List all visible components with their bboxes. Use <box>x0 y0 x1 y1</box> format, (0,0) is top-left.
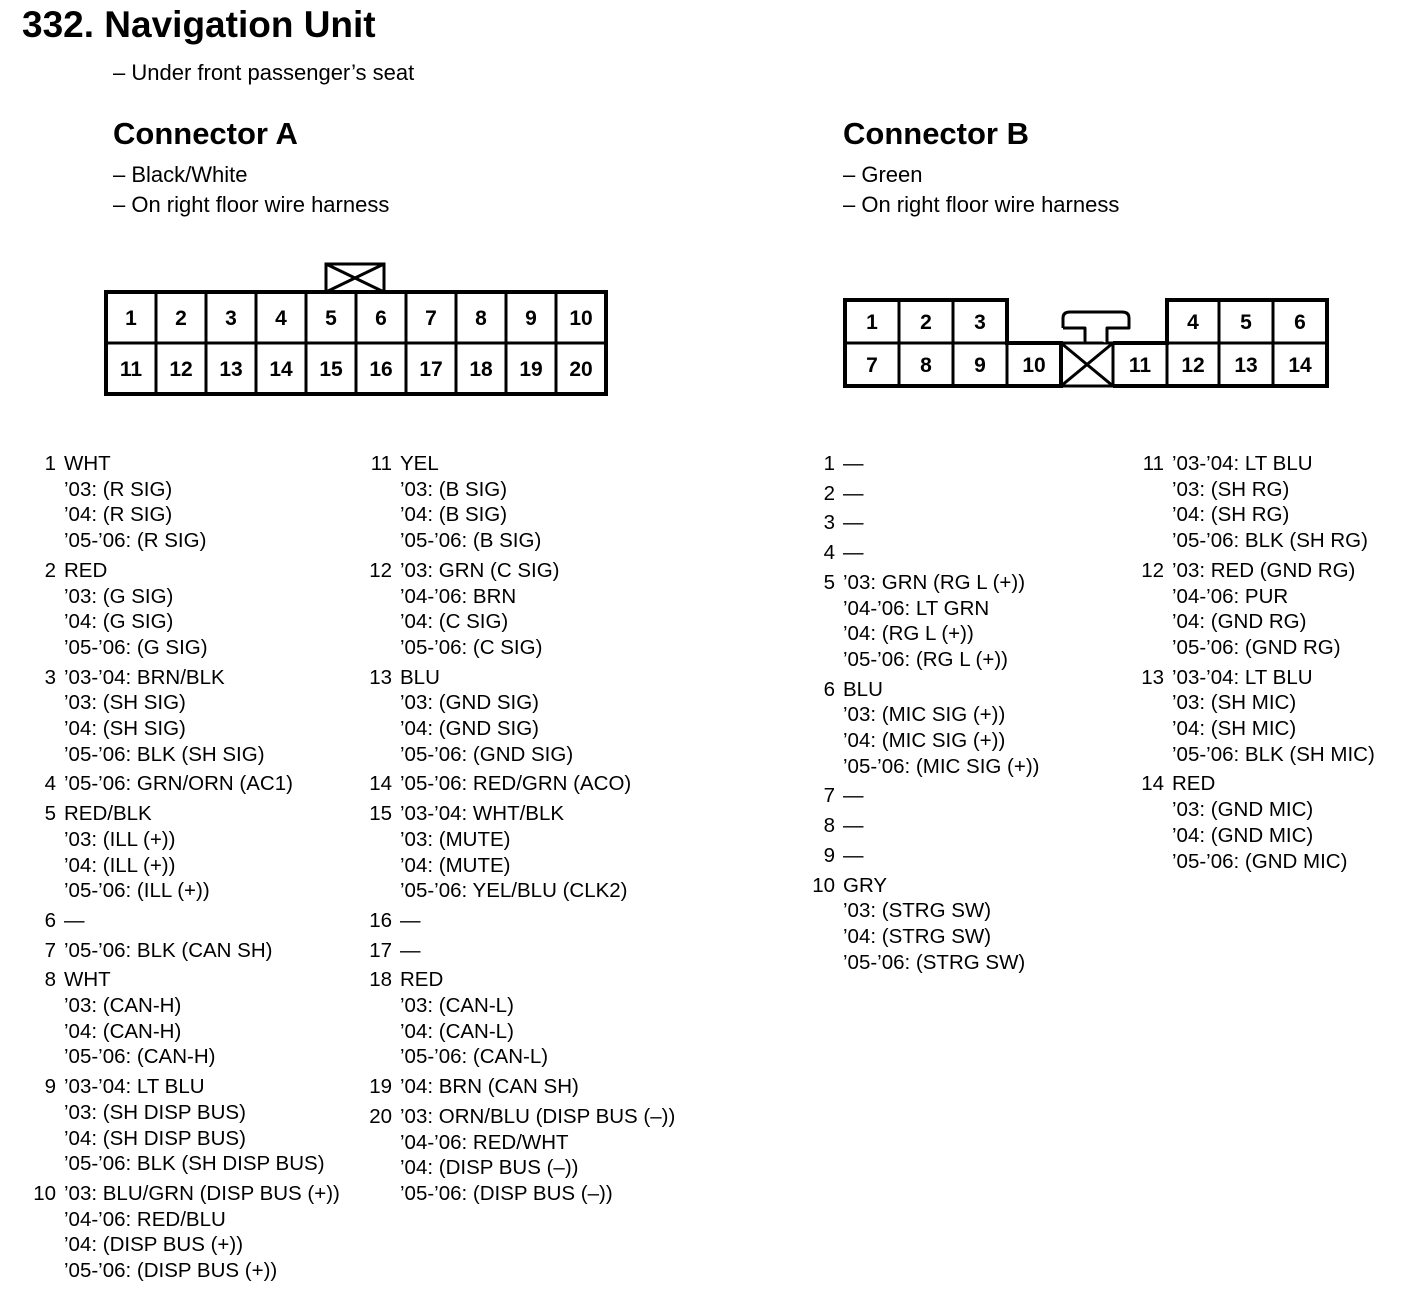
connector-b-pin-5-entry <box>823 570 1040 673</box>
pin-signal: ’05-’06: (B SIG) <box>400 529 542 553</box>
pin-signal: ’05-’06: (ILL (+)) <box>64 879 210 903</box>
connector-b-pin-6-entry <box>823 677 1040 780</box>
connector-a-pin-18-entry <box>369 967 675 1070</box>
pin-number: 9 <box>44 1075 56 1099</box>
connector-a-pin-2-entry <box>44 558 340 661</box>
pin-wire-color: — <box>64 908 85 932</box>
connector-b-pinout-col-2 <box>1141 451 1375 878</box>
pin-number: 10 <box>812 873 835 897</box>
svg-text:13: 13 <box>1234 354 1258 377</box>
pin-signal: ’04: (MIC SIG (+)) <box>843 729 1006 753</box>
pin-number: 12 <box>1141 558 1164 582</box>
connector-a-pin-8 <box>456 292 506 343</box>
connector-a-pin-1 <box>106 292 156 343</box>
pin-wire-color: — <box>843 511 864 535</box>
svg-text:18: 18 <box>469 358 493 381</box>
svg-text:14: 14 <box>269 358 293 381</box>
svg-text:19: 19 <box>519 358 543 381</box>
svg-text:8: 8 <box>920 354 932 377</box>
pin-signal: ’03: (SH DISP BUS) <box>64 1100 246 1124</box>
pin-signal: ’04: (B SIG) <box>400 503 508 527</box>
pin-wire-color: ’03-’04: BRN/BLK <box>64 665 225 689</box>
pin-wire-color: BLU <box>400 665 440 689</box>
connector-a-pin-20 <box>556 343 606 394</box>
connector-b-pin-1-entry <box>823 451 1040 477</box>
connector-a-pin-17 <box>406 343 456 394</box>
connector-a-pin-6 <box>356 292 406 343</box>
pin-number: 14 <box>369 772 392 796</box>
connector-a-pin-12 <box>156 343 206 394</box>
connector-a-pin-3 <box>206 292 256 343</box>
pin-wire-color: ’04: BRN (CAN SH) <box>400 1075 579 1099</box>
connector-a-lock-tab <box>326 264 384 292</box>
connector-b-pin-2-entry <box>823 481 1040 507</box>
pin-number: 6 <box>44 908 56 932</box>
svg-text:5: 5 <box>1240 311 1252 334</box>
pin-wire-color: ’05-’06: BLK (CAN SH) <box>64 938 273 962</box>
pin-number: 19 <box>369 1075 392 1099</box>
pin-signal: ’05-’06: (GND SIG) <box>400 742 574 766</box>
connector-b-pin-3 <box>953 300 1007 343</box>
svg-text:9: 9 <box>525 307 537 330</box>
pin-number: 12 <box>369 558 392 582</box>
pin-wire-color: RED <box>1172 772 1216 796</box>
connector-b-pin-10-entry <box>812 873 1040 976</box>
pin-signal: ’04: (DISP BUS (+)) <box>64 1233 244 1257</box>
svg-text:9: 9 <box>974 354 986 377</box>
pin-signal: ’04: (STRG SW) <box>843 924 992 948</box>
connector-b-pinout-col-1 <box>812 451 1040 979</box>
pin-number: 5 <box>823 570 835 594</box>
svg-text:10: 10 <box>1022 354 1046 377</box>
pin-wire-color: RED <box>400 968 444 992</box>
svg-text:1: 1 <box>866 311 878 334</box>
pin-signal: ’04: (SH DISP BUS) <box>64 1126 246 1150</box>
pin-wire-color: ’03-’04: LT BLU <box>1172 665 1313 689</box>
connector-a-pin-11 <box>106 343 156 394</box>
connector-a-pin-6-entry <box>44 908 340 934</box>
connector-a-pin-5 <box>306 292 356 343</box>
pin-signal: ’04: (GND MIC) <box>1172 823 1314 847</box>
pin-signal: ’04: (G SIG) <box>64 610 174 634</box>
pin-number: 3 <box>823 511 835 535</box>
connector-a-pinout-col-2 <box>369 451 676 1211</box>
connector-a-pin-10 <box>556 292 606 343</box>
pin-wire-color: WHT <box>64 452 111 475</box>
page-title: 332. Navigation Unit <box>22 4 376 45</box>
connector-b-pin-13-entry <box>1141 665 1375 768</box>
pin-signal: ’05-’06: BLK (SH RG) <box>1172 529 1368 553</box>
pin-number: 17 <box>369 938 392 962</box>
pin-signal: ’03: (MUTE) <box>400 827 511 851</box>
connector-b-latch <box>1063 312 1129 343</box>
connector-a-pin-14 <box>256 343 306 394</box>
pin-wire-color: — <box>843 541 864 565</box>
connector-b-lock-cell <box>1061 343 1113 386</box>
pin-signal: ’03: (STRG SW) <box>843 899 992 923</box>
connector-a-pin-20-entry <box>369 1104 676 1207</box>
pin-number: 1 <box>823 452 835 475</box>
pin-wire-color: — <box>843 843 864 867</box>
connector-a-pin-12-entry <box>369 558 675 661</box>
pin-signal: ’03: (CAN-H) <box>64 994 182 1018</box>
pin-wire-color: BLU <box>843 677 883 701</box>
pin-number: 3 <box>44 665 56 689</box>
pin-signal: ’04: (R SIG) <box>64 503 173 527</box>
pin-signal: ’04: (ILL (+)) <box>64 853 176 877</box>
svg-text:17: 17 <box>419 358 443 381</box>
svg-text:12: 12 <box>1181 354 1205 377</box>
pin-signal: ’04: (SH RG) <box>1172 503 1290 527</box>
connector-a-diagram <box>106 264 606 394</box>
connector-b-pin-13 <box>1219 343 1273 386</box>
svg-text:1: 1 <box>125 307 137 330</box>
connector-b-pin-10 <box>1007 343 1061 386</box>
pin-number: 11 <box>370 452 392 475</box>
pin-signal: ’03: (ILL (+)) <box>64 827 176 851</box>
page-subtitle: – Under front passenger’s seat <box>113 60 415 85</box>
pin-signal: ’03: (SH MIC) <box>1172 691 1297 715</box>
svg-text:20: 20 <box>569 358 593 381</box>
connector-b-pin-7 <box>845 343 899 386</box>
pin-number: 7 <box>44 938 56 962</box>
pin-signal: ’05-’06: (CAN-L) <box>400 1045 549 1069</box>
pin-signal: ’03: (G SIG) <box>64 584 174 608</box>
pin-signal: ’04-’06: RED/BLU <box>64 1207 226 1231</box>
svg-text:7: 7 <box>866 354 878 377</box>
connector-b-pin-14 <box>1273 343 1327 386</box>
pin-number: 6 <box>823 677 835 701</box>
connector-b-pin-11-entry <box>1142 451 1375 554</box>
connector-a-pin-16 <box>356 343 406 394</box>
pin-signal: ’05-’06: BLK (SH DISP BUS) <box>64 1152 325 1176</box>
pin-number: 1 <box>44 452 56 475</box>
pin-signal: ’05-’06: (GND MIC) <box>1172 849 1348 873</box>
pin-number: 2 <box>44 558 56 582</box>
pin-signal: ’05-’06: BLK (SH MIC) <box>1172 742 1375 766</box>
connector-a-pin-2 <box>156 292 206 343</box>
connector-b-pin-3-entry <box>823 510 1040 536</box>
pin-signal: ’05-’06: (C SIG) <box>400 635 543 659</box>
pin-signal: ’05-’06: (DISP BUS (–)) <box>400 1181 613 1205</box>
connector-a-pin-19 <box>506 343 556 394</box>
pin-number: 4 <box>823 541 835 565</box>
connector-b-pin-4 <box>1167 300 1219 343</box>
svg-text:4: 4 <box>275 307 287 330</box>
pin-signal: ’03: (B SIG) <box>400 477 508 501</box>
connector-a-pin-8-entry <box>44 967 340 1070</box>
connector-b-color-note: – Green <box>843 162 923 187</box>
pin-signal: ’05-’06: (R SIG) <box>64 529 207 553</box>
pin-wire-color: ’03: ORN/BLU (DISP BUS (–)) <box>400 1104 676 1128</box>
pin-signal: ’04: (GND SIG) <box>400 717 539 741</box>
connector-a-pin-19-entry <box>369 1074 675 1100</box>
connector-a-pin-9 <box>506 292 556 343</box>
pin-number: 9 <box>823 843 835 867</box>
connector-a-pin-1-entry <box>44 451 340 554</box>
pin-signal: ’05-’06: YEL/BLU (CLK2) <box>400 879 628 903</box>
svg-text:15: 15 <box>319 358 343 381</box>
pin-wire-color: — <box>843 784 864 808</box>
svg-text:14: 14 <box>1288 354 1312 377</box>
pin-number: 13 <box>1141 665 1164 689</box>
pin-number: 18 <box>369 968 392 992</box>
pin-wire-color: — <box>843 814 864 838</box>
svg-text:11: 11 <box>1128 354 1152 377</box>
pin-wire-color: ’05-’06: GRN/ORN (AC1) <box>64 772 293 796</box>
pin-number: 2 <box>823 481 835 505</box>
pin-signal: ’03: (CAN-L) <box>400 994 514 1018</box>
pin-number: 7 <box>823 784 835 808</box>
svg-text:5: 5 <box>325 307 337 330</box>
connector-a-pinout-col-1 <box>33 451 340 1288</box>
pin-wire-color: — <box>400 908 421 932</box>
connector-b-pin-8-entry <box>823 813 1040 839</box>
connector-a-pin-4-entry <box>44 771 340 797</box>
connector-b-pin-2 <box>899 300 953 343</box>
connector-a-pin-4 <box>256 292 306 343</box>
pin-number: 4 <box>44 772 56 796</box>
pin-wire-color: ’03-’04: LT BLU <box>64 1075 205 1099</box>
svg-text:7: 7 <box>425 307 437 330</box>
connector-b-pin-8 <box>899 343 953 386</box>
connector-a-pin-10-entry <box>33 1181 340 1284</box>
pin-signal: ’05-’06: (MIC SIG (+)) <box>843 754 1040 778</box>
connector-a-pin-15-entry <box>369 801 675 904</box>
connector-a-pin-18 <box>456 343 506 394</box>
pin-signal: ’03: (GND SIG) <box>400 691 539 715</box>
pin-signal: ’03: (SH RG) <box>1172 477 1290 501</box>
pin-wire-color: RED <box>64 558 108 582</box>
pin-signal: ’03: (MIC SIG (+)) <box>843 703 1006 727</box>
pin-number: 8 <box>44 968 56 992</box>
pin-signal: ’04-’06: PUR <box>1172 584 1289 608</box>
pin-number: 11 <box>1142 452 1164 475</box>
connector-a-location-note: – On right floor wire harness <box>113 192 390 217</box>
pin-wire-color: YEL <box>400 452 439 475</box>
pin-signal: ’03: (R SIG) <box>64 477 173 501</box>
pin-number: 16 <box>369 908 392 932</box>
pin-number: 10 <box>33 1181 56 1205</box>
svg-text:6: 6 <box>375 307 387 330</box>
pin-number: 15 <box>369 802 392 826</box>
svg-text:2: 2 <box>920 311 932 334</box>
connector-b-pin-9-entry <box>823 843 1040 869</box>
pin-signal: ’04: (CAN-H) <box>64 1019 182 1043</box>
connector-a-pin-17-entry <box>369 938 675 964</box>
pin-wire-color: WHT <box>64 968 111 992</box>
pin-wire-color: ’05-’06: RED/GRN (ACO) <box>400 772 632 796</box>
svg-text:10: 10 <box>569 307 593 330</box>
svg-text:8: 8 <box>475 307 487 330</box>
connector-a-pin-13 <box>206 343 256 394</box>
pin-wire-color: ’03: GRN (RG L (+)) <box>843 570 1026 594</box>
pin-signal: ’05-’06: BLK (SH SIG) <box>64 742 265 766</box>
pin-signal: ’05-’06: (DISP BUS (+)) <box>64 1259 278 1283</box>
connector-a-pin-7-entry <box>44 938 340 964</box>
pin-signal: ’04: (RG L (+)) <box>843 622 974 646</box>
svg-text:6: 6 <box>1294 311 1306 334</box>
pin-signal: ’04: (MUTE) <box>400 853 511 877</box>
pin-wire-color: — <box>843 452 864 475</box>
connector-a-pin-7 <box>406 292 456 343</box>
pin-wire-color: GRY <box>843 873 888 897</box>
connector-a-color-note: – Black/White <box>113 162 248 187</box>
pin-number: 20 <box>369 1104 392 1128</box>
connector-b-pin-1 <box>845 300 899 343</box>
pin-wire-color: ’03: GRN (C SIG) <box>400 558 560 582</box>
pin-signal: ’05-’06: (STRG SW) <box>843 950 1026 974</box>
pin-wire-color: — <box>400 938 421 962</box>
svg-text:16: 16 <box>369 358 393 381</box>
pin-signal: ’04: (DISP BUS (–)) <box>400 1156 579 1180</box>
svg-text:13: 13 <box>219 358 243 381</box>
pin-signal: ’05-’06: (GND RG) <box>1172 635 1341 659</box>
pin-number: 8 <box>823 814 835 838</box>
pin-number: 14 <box>1141 772 1164 796</box>
pin-signal: ’04-’06: BRN <box>400 584 517 608</box>
pin-signal: ’04: (SH SIG) <box>64 717 186 741</box>
pin-wire-color: ’03-’04: LT BLU <box>1172 452 1313 475</box>
svg-text:4: 4 <box>1187 311 1199 334</box>
pin-number: 13 <box>369 665 392 689</box>
connector-a-pin-13-entry <box>369 665 675 768</box>
connector-b-pin-12 <box>1167 343 1219 386</box>
pin-signal: ’05-’06: (RG L (+)) <box>843 647 1008 671</box>
pin-signal: ’05-’06: (CAN-H) <box>64 1045 216 1069</box>
pin-wire-color: ’03: RED (GND RG) <box>1172 558 1356 582</box>
pin-signal: ’05-’06: (G SIG) <box>64 635 208 659</box>
svg-text:3: 3 <box>974 311 986 334</box>
pin-wire-color: ’03-’04: WHT/BLK <box>400 802 565 826</box>
pin-signal: ’04-’06: RED/WHT <box>400 1130 569 1154</box>
connector-b-pin-6 <box>1273 300 1327 343</box>
connector-diagrams <box>0 0 1408 420</box>
connector-b-diagram <box>845 300 1327 386</box>
connector-b-title: Connector B <box>843 116 1029 151</box>
connector-b-pin-5 <box>1219 300 1273 343</box>
pin-wire-color: ’03: BLU/GRN (DISP BUS (+)) <box>64 1181 340 1205</box>
pin-signal: ’04: (SH MIC) <box>1172 717 1297 741</box>
svg-text:12: 12 <box>169 358 193 381</box>
connector-b-location-note: – On right floor wire harness <box>843 192 1120 217</box>
connector-b-pin-9 <box>953 343 1007 386</box>
connector-a-pin-9-entry <box>44 1074 340 1177</box>
pin-signal: ’04: (C SIG) <box>400 610 509 634</box>
pin-signal: ’04: (GND RG) <box>1172 610 1307 634</box>
connector-b-pin-14-entry <box>1141 771 1375 874</box>
connector-a-pin-16-entry <box>369 908 675 934</box>
connector-a-pin-15 <box>306 343 356 394</box>
connector-b-pin-11 <box>1113 343 1167 386</box>
pin-wire-color: — <box>843 481 864 505</box>
svg-text:3: 3 <box>225 307 237 330</box>
svg-text:11: 11 <box>119 358 143 381</box>
pin-signal: ’04: (CAN-L) <box>400 1019 514 1043</box>
svg-text:2: 2 <box>175 307 187 330</box>
connector-a-pin-14-entry <box>369 771 675 797</box>
connector-b-pin-7-entry <box>823 783 1040 809</box>
pin-wire-color: RED/BLK <box>64 802 152 826</box>
pin-signal: ’04-’06: LT GRN <box>843 596 990 620</box>
connector-a-pin-11-entry <box>370 451 675 554</box>
connector-b-pin-12-entry <box>1141 558 1375 661</box>
connector-a-title: Connector A <box>113 116 298 151</box>
pin-signal: ’03: (SH SIG) <box>64 691 186 715</box>
pin-signal: ’03: (GND MIC) <box>1172 798 1314 822</box>
pin-number: 5 <box>44 802 56 826</box>
connector-b-pin-4-entry <box>823 540 1040 566</box>
connector-a-pin-3-entry <box>44 665 340 768</box>
connector-a-pin-5-entry <box>44 801 340 904</box>
